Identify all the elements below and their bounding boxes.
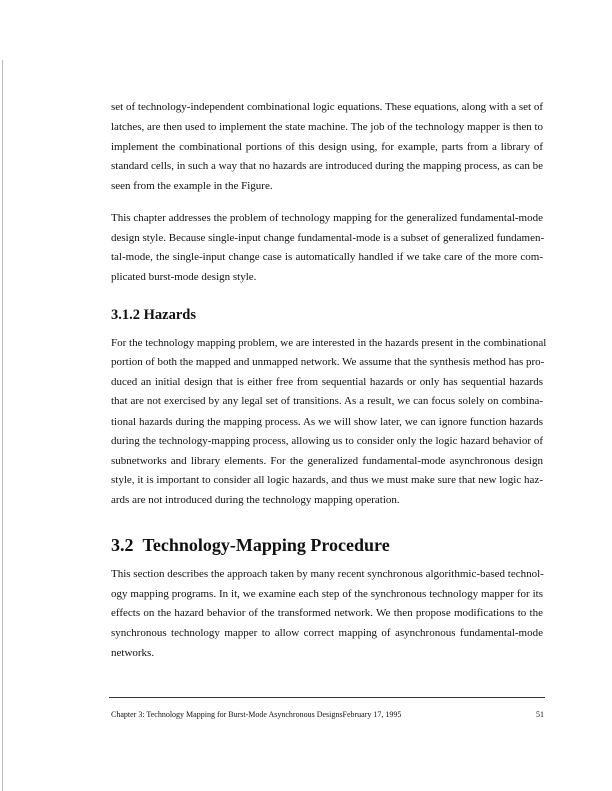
text-line: plicated burst-mode design style. [111,271,257,283]
text-line: that are not exercised by any legal set of transitions. As a result, we can focus solely on combina- [111,395,543,407]
text-line: during the technology-mapping process, allowing us to consider only the logic hazard behavior of [111,435,543,447]
text-line: seen from the example in the Figure. [111,180,273,192]
text-line: synchronous technology mapper to allow correct mapping of asynchronous fundamental-mode [111,627,543,639]
text-line: duced an initial design that is either free from sequential hazards or only has sequential hazards [111,376,543,388]
scan-edge-line [2,60,3,791]
text-line: style, it is important to consider all logic hazards, and thus we must make sure that new logic haz- [111,474,543,486]
text-line: latches, are then used to implement the state machine. The job of the technology mapper is then to [111,121,544,133]
page-number: 51 [536,710,544,719]
text-line: effects on the hazard behavior of the transformed network. We then propose modifications to the [111,607,543,619]
text-line: tal-mode, the single-input change case is automatically handled if we take care of the more com- [111,251,543,263]
text-line: tional hazards during the mapping process. As we will show later, we can ignore function hazards [111,416,543,428]
text-line: implement the combinational portions of this design using, for example, parts from a library of [111,141,543,153]
text-line: This chapter addresses the problem of technology mapping for the generalized fundamental-mode [111,212,543,224]
text-line: ards are not introduced during the technology mapping operation. [111,494,400,506]
text-line: portion of both the mapped and unmapped network. We assume that the synthesis method has pro- [111,356,545,368]
text-line: set of technology-independent combinational logic equations. These equations, along with a set of [111,101,543,113]
section-title: Technology-Mapping Procedure [142,535,390,555]
subsection-heading: 3.1.2 Hazards [111,307,196,323]
section-heading [111,534,390,556]
text-line: networks. [111,647,155,659]
text-line: standard cells, in such a way that no hazards are introduced during the mapping process, as can be [111,160,543,172]
text-line: design style. Because single-input change fundamental-mode is a subset of generalized fundamen- [111,232,545,244]
footer-rule [109,697,545,698]
text-line: For the technology mapping problem, we are interested in the hazards present in the combinational [111,337,547,349]
text-line: subnetworks and library elements. For the generalized fundamental-mode asynchronous design [111,455,543,467]
running-footer: Chapter 3: Technology Mapping for Burst-Mode Asynchronous DesignsFebruary 17, 1995 [111,710,402,719]
section-number: 3.2 [111,535,134,555]
text-line: This section describes the approach taken by many recent synchronous algorithmic-based technol- [111,568,544,580]
text-line: ogy mapping programs. In it, we examine each step of the synchronous technology mapper for its [111,588,543,600]
